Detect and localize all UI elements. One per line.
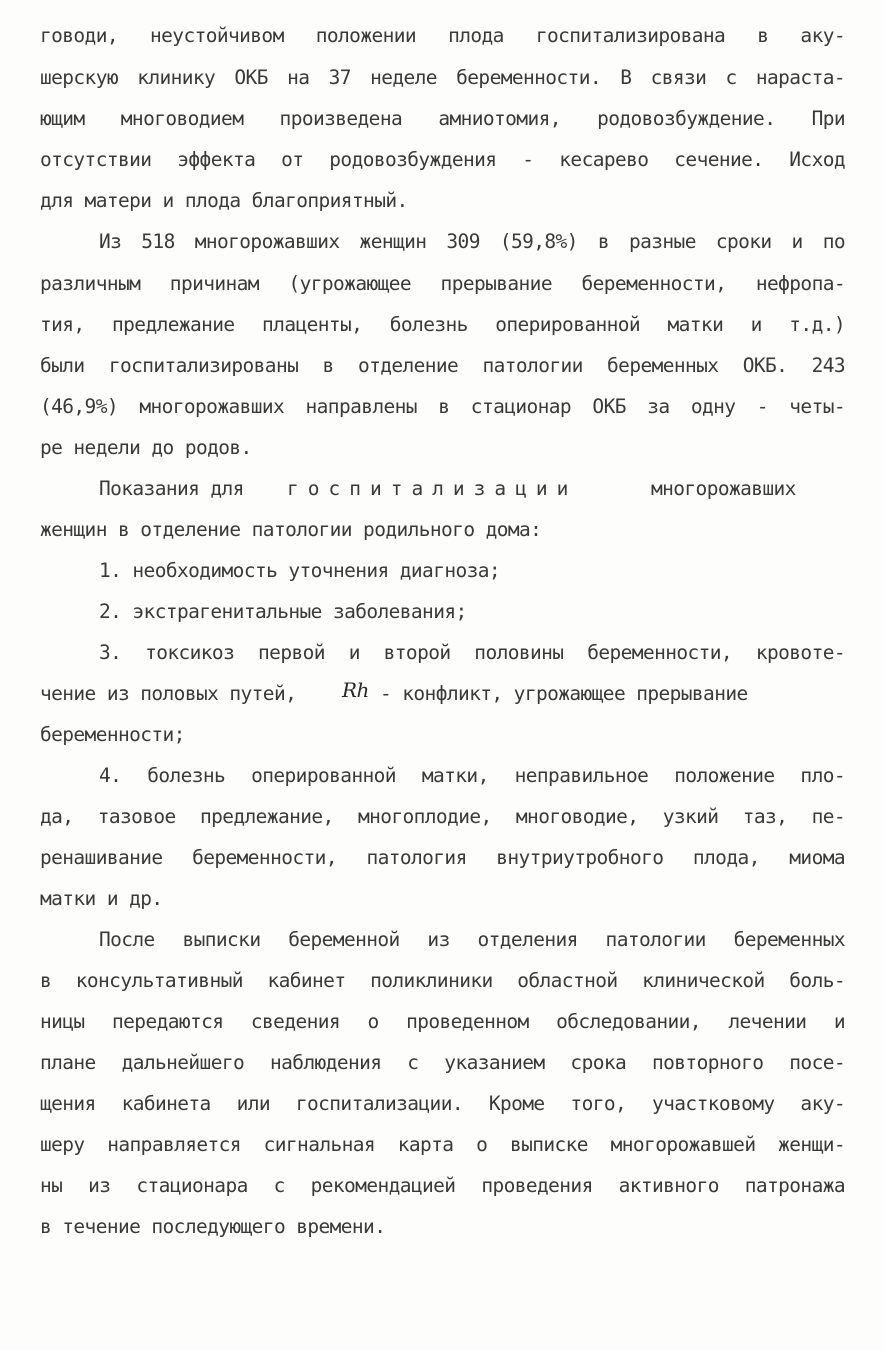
list-item: 4. болезнь оперированной матки, неправильное положение пло- <box>99 764 845 787</box>
text-line: матки и др. <box>40 887 163 910</box>
text-line: щения кабинета или госпитализации. Кроме того, участковому аку- <box>40 1092 845 1115</box>
text-line: да, тазовое предлежание, многоплодие, многоводие, узкий таз, пе- <box>40 805 845 828</box>
text-line: ющим многоводием произведена амниотомия, родовозбуждение. При <box>40 107 845 130</box>
spaced-word: госпитализации <box>287 477 578 500</box>
text-line: ренашивание беременности, патология внутриутробного плода, миома <box>40 846 845 869</box>
text-line: многорожавших <box>651 477 796 500</box>
list-item: 2. экстрагенитальные заболевания; <box>99 600 467 623</box>
handwritten-rh: Rh <box>342 678 369 702</box>
list-item: 1. необходимость уточнения диагноза; <box>99 559 501 582</box>
text-line: Показания для <box>99 477 244 500</box>
text-line: шеру направляется сигнальная карта о выписке многорожавшей женщи- <box>40 1133 845 1156</box>
text-line: ницы передаются сведения о проведенном обследовании, лечении и <box>40 1010 845 1033</box>
text-line: тия, предлежание плаценты, болезнь оперированной матки и т.д.) <box>40 313 845 336</box>
text-line: шерскую клинику ОКБ на 37 неделе беременности. В связи с нараста- <box>40 66 845 89</box>
text-line: Из 518 многорожавших женщин 309 (59,8%) в разные сроки и по <box>99 230 845 253</box>
text-line: плане дальнейшего наблюдения с указанием срока повторного посе- <box>40 1051 845 1074</box>
text-line: различным причинам (угрожающее прерывание беременности, нефропа- <box>40 272 845 295</box>
list-item: 3. токсикоз первой и второй половины беременности, кровоте- <box>99 641 845 664</box>
text-line: говоди, неустойчивом положении плода госпитализирована в аку- <box>40 24 845 47</box>
text-line: женщин в отделение патологии родильного дома: <box>40 518 542 541</box>
text-line: - конфликт, угрожающее прерывание <box>380 682 748 705</box>
text-line: для матери и плода благоприятный. <box>40 189 408 212</box>
text-line: были госпитализированы в отделение патологии беременных ОКБ. 243 <box>40 354 845 377</box>
text-line: ны из стационара с рекомендацией проведения активного патронажа <box>40 1174 845 1197</box>
text-line: чение из половых путей, <box>40 682 297 705</box>
text-line: отсутствии эффекта от родовозбуждения - кесарево сечение. Исход <box>40 148 845 171</box>
text-line: После выписки беременной из отделения патологии беременных <box>99 928 845 951</box>
text-line: беременности; <box>40 723 185 746</box>
text-line: в консультативный кабинет поликлиники областной клинической боль- <box>40 969 845 992</box>
text-line: ре недели до родов. <box>40 436 252 459</box>
text-line: в течение последующего времени. <box>40 1215 386 1238</box>
text-line: (46,9%) многорожавших направлены в стационар ОКБ за одну - четы- <box>40 395 845 418</box>
